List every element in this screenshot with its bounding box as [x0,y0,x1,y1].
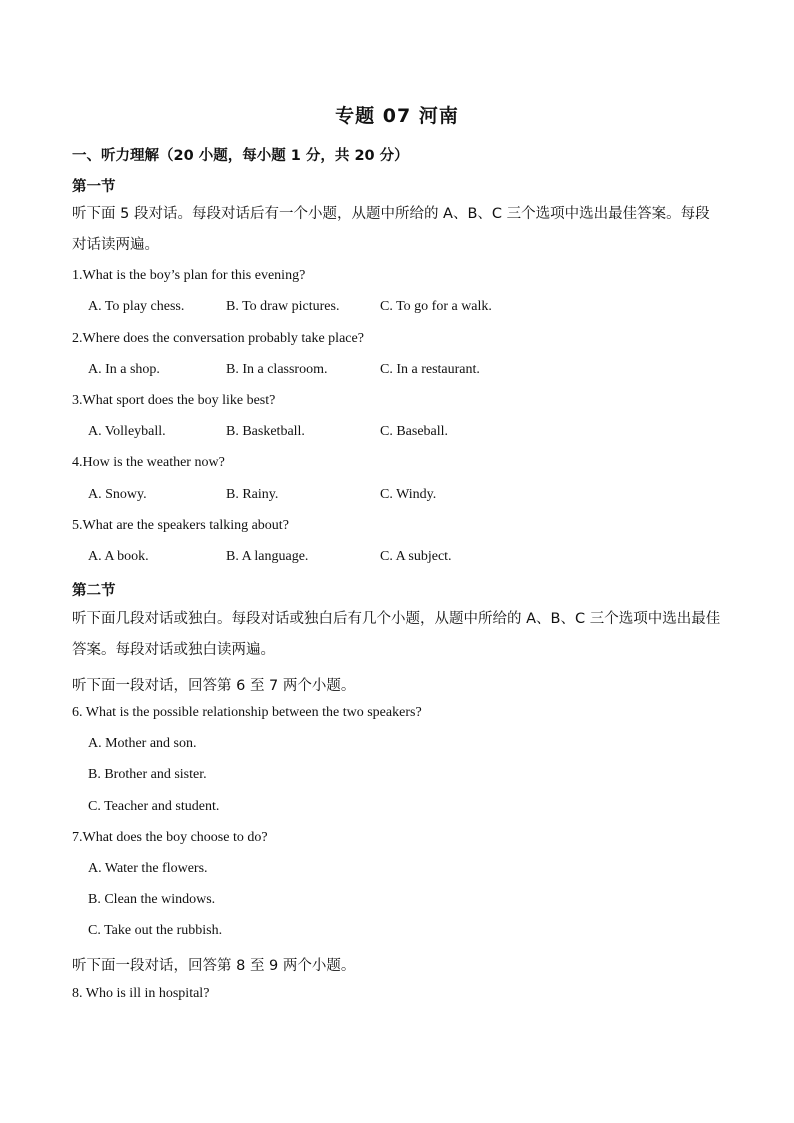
option-a: A. Water the flowers. [88,861,208,876]
question-3-options [88,424,588,444]
question-2-options [88,362,588,382]
question-5-options [88,549,588,569]
question-3: 3.What sport does the boy like best? [72,393,276,408]
question-4-options [88,487,588,507]
part2-instruction: 听下面几段对话或独白。每段对话或独白后有几个小题，从题中所给的 A、B、C 三个选项中选出最佳答案。每段对话或独白读两遍。 [72,611,721,658]
part1-heading: 第一节 [72,179,116,195]
option-b: B. Basketball. [226,424,305,439]
question-8: 8. Who is ill in hospital? [72,986,210,1001]
question-2: 2.Where does the conversation probably take place? [72,331,364,346]
option-c: C. Take out the rubbish. [88,923,223,938]
page-title: 专题 07 河南 [335,105,459,127]
part2-heading: 第二节 [72,583,116,599]
option-b: B. To draw pictures. [226,299,340,314]
question-4: 4.How is the weather now? [72,455,225,470]
option-a: A. To play chess. [88,299,185,314]
group2-intro: 听下面一段对话，回答第 8 至 9 两个小题。 [72,958,356,974]
question-1: 1.What is the boy’s plan for this evening? [72,268,306,283]
option-b: B. In a classroom. [226,362,328,377]
option-a: A. Snowy. [88,487,147,502]
option-a: A. A book. [88,549,149,564]
part1-instruction: 听下面 5 段对话。每段对话后有一个小题，从题中所给的 A、B、C 三个选项中选出最佳答案。每段对话读两遍。 [72,206,710,253]
option-c: C. Windy. [380,487,437,502]
question-6: 6. What is the possible relationship between the two speakers? [72,705,422,720]
option-c: C. Baseball. [380,424,449,439]
option-b: B. Brother and sister. [88,767,207,782]
option-a: A. Volleyball. [88,424,166,439]
question-5: 5.What are the speakers talking about? [72,518,289,533]
group1-intro: 听下面一段对话，回答第 6 至 7 两个小题。 [72,678,356,694]
option-c: C. A subject. [380,549,452,564]
section-heading: 一、听力理解（20 小题，每小题 1 分，共 20 分） [72,148,409,164]
question-7: 7.What does the boy choose to do? [72,830,268,845]
option-c: C. To go for a walk. [380,299,492,314]
option-b: B. Rainy. [226,487,279,502]
option-b: B. Clean the windows. [88,892,216,907]
option-c: C. Teacher and student. [88,799,220,814]
question-1-options [88,299,588,319]
option-c: C. In a restaurant. [380,362,480,377]
option-b: B. A language. [226,549,309,564]
option-a: A. In a shop. [88,362,160,377]
option-a: A. Mother and son. [88,736,197,751]
